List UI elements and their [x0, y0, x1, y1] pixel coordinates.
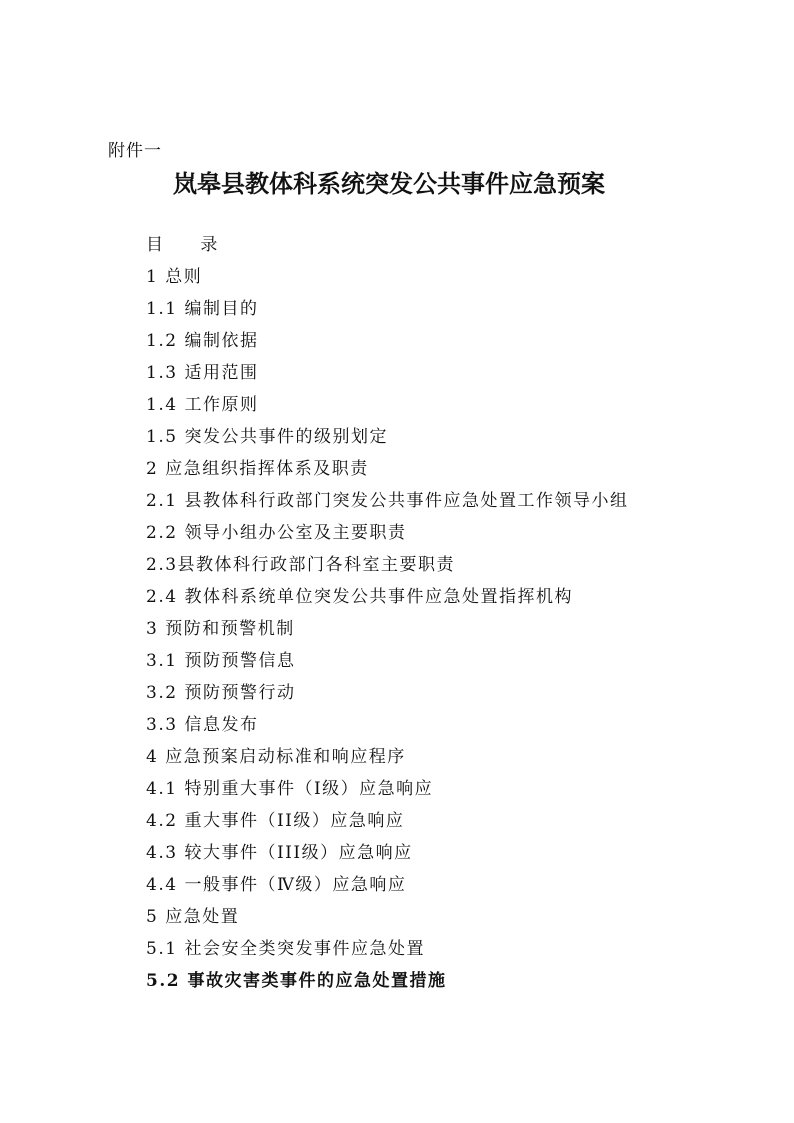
toc-item: 1.1 编制目的: [146, 299, 259, 319]
toc-item: 2.3县教体科行政部门各科室主要职责: [146, 555, 456, 575]
toc-list: [146, 266, 706, 1002]
toc-item: 1.4 工作原则: [146, 395, 259, 415]
attachment-label: 附件一: [108, 141, 162, 161]
toc-item: 3 预防和预警机制: [146, 619, 295, 639]
toc-item: 1 总则: [146, 267, 203, 287]
toc-item: 1.3 适用范围: [146, 363, 259, 383]
toc-item: 3.2 预防预警行动: [146, 683, 296, 703]
toc-item: 1.5 突发公共事件的级别划定: [146, 427, 388, 447]
toc-item: 4.4 一般事件（Ⅳ级）应急响应: [146, 875, 407, 895]
toc-item: 5.1 社会安全类突发事件应急处置: [146, 939, 425, 959]
toc-item: 4.2 重大事件（II级）应急响应: [146, 811, 405, 831]
toc-heading: 目 录: [146, 235, 234, 255]
toc-item: 4 应急预案启动标准和响应程序: [146, 747, 406, 767]
toc-item: 2.1 县教体科行政部门突发公共事件应急处置工作领导小组: [146, 491, 629, 511]
table-of-contents: [146, 234, 706, 1002]
toc-item: 2 应急组织指挥体系及职责: [146, 459, 369, 479]
toc-item: 4.1 特别重大事件（Ⅰ级）应急响应: [146, 779, 434, 799]
toc-item: 2.2 领导小组办公室及主要职责: [146, 523, 407, 543]
toc-item: 3.1 预防预警信息: [146, 651, 296, 671]
toc-item: 1.2 编制依据: [146, 331, 259, 351]
toc-item: 4.3 较大事件（III级）应急响应: [146, 843, 413, 863]
document-title: 岚皋县教体科系统突发公共事件应急预案: [173, 169, 605, 198]
toc-item: 3.3 信息发布: [146, 715, 259, 735]
toc-item: 5.2 事故灾害类事件的应急处置措施: [146, 971, 447, 991]
toc-item: 5 应急处置: [146, 907, 240, 927]
toc-item: 2.4 教体科系统单位突发公共事件应急处置指挥机构: [146, 587, 573, 607]
